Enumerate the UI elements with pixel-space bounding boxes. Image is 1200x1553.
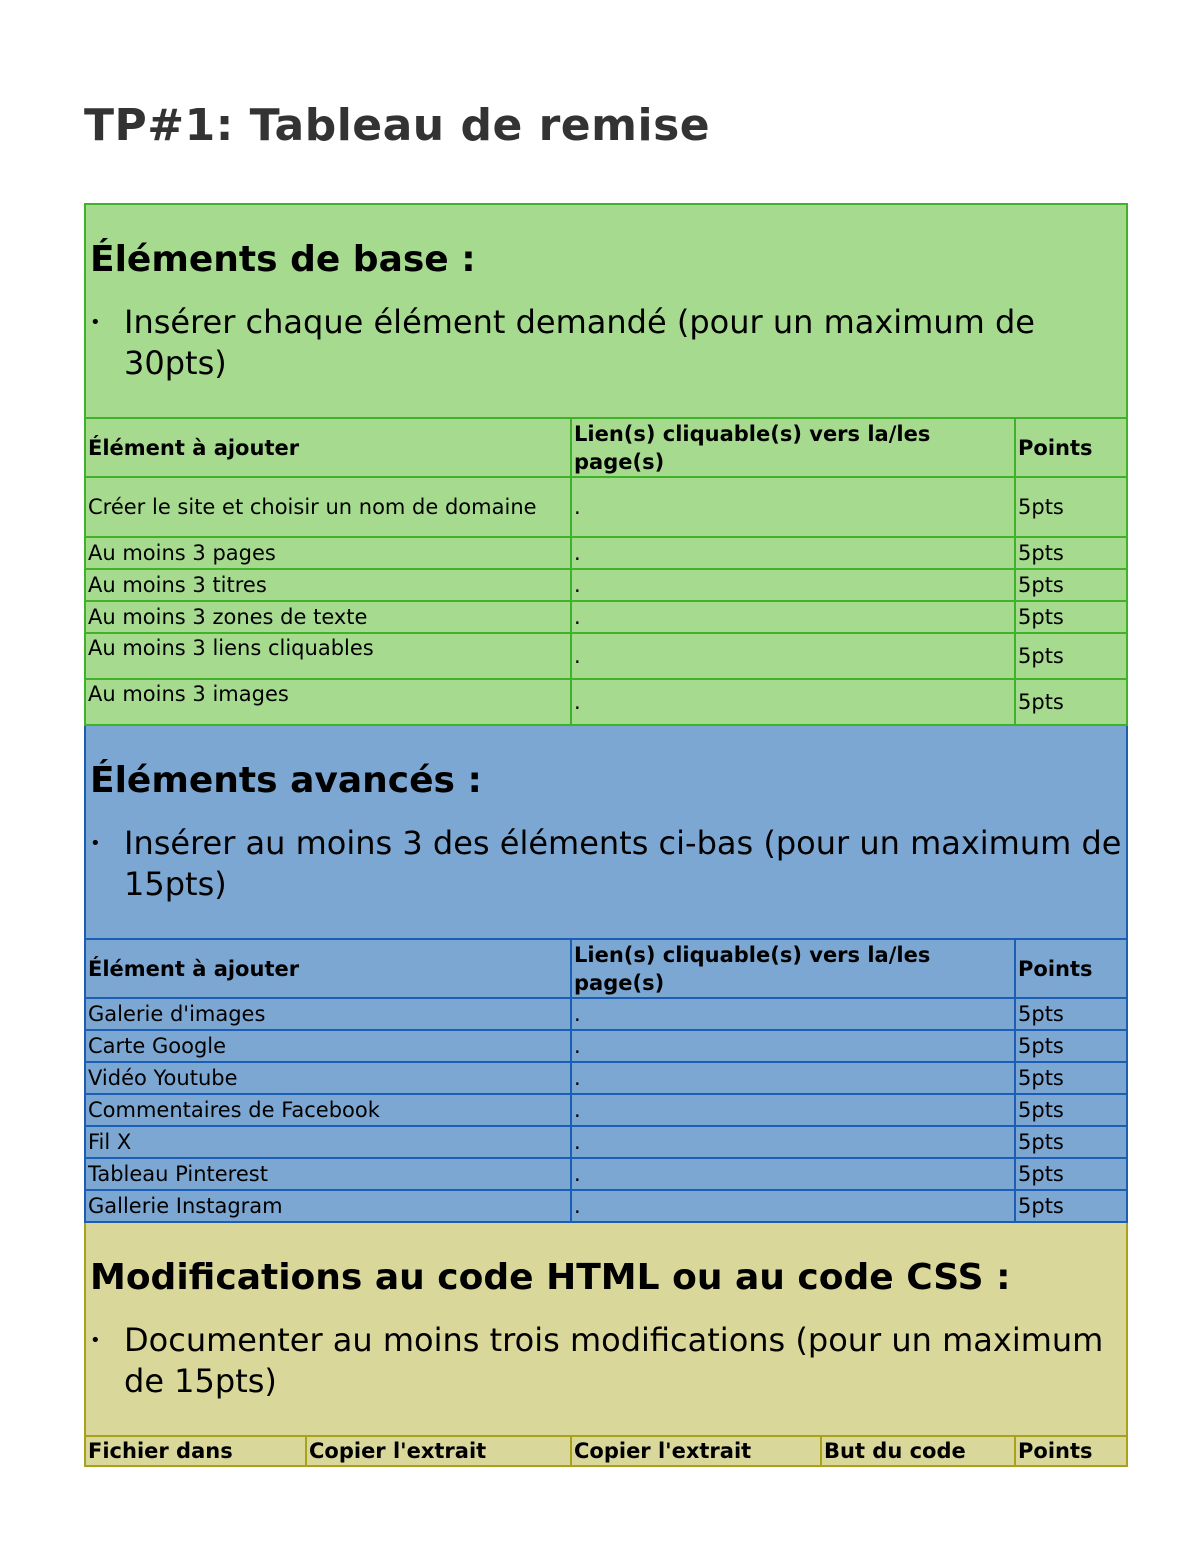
cell-points: 5pts [1015, 1158, 1127, 1190]
table-row [85, 1190, 1127, 1222]
cell-points: 5pts [1015, 537, 1127, 569]
page-title: TP#1: Tableau de remise [84, 100, 711, 151]
cell-link: . [571, 1062, 1015, 1094]
cell-element: Vidéo Youtube [85, 1062, 571, 1094]
cell-link: . [571, 633, 1015, 679]
column-header-link: Lien(s) cliquable(s) vers la/les page(s) [571, 939, 1015, 998]
cell-element: Au moins 3 pages [85, 537, 571, 569]
cell-element: Carte Google [85, 1030, 571, 1062]
cell-points: 5pts [1015, 1190, 1127, 1222]
cell-points: 5pts [1015, 569, 1127, 601]
table-row [85, 1126, 1127, 1158]
section-bullet: • Documenter au moins trois modifications (pour un maximum de 15pts) [90, 1320, 1124, 1402]
cell-points: 5pts [1015, 679, 1127, 725]
section-modifications-header [85, 1222, 1127, 1436]
cell-link: . [571, 1190, 1015, 1222]
cell-element: Gallerie Instagram [85, 1190, 571, 1222]
cell-element: Fil X [85, 1126, 571, 1158]
column-header-row [85, 939, 1127, 998]
cell-element: Au moins 3 zones de texte [85, 601, 571, 633]
column-header-row [85, 418, 1127, 477]
column-header-points: Points [1015, 1436, 1127, 1466]
column-header-element: Élément à ajouter [85, 939, 571, 998]
table-row [85, 1094, 1127, 1126]
section-bullets [90, 1320, 1124, 1402]
table-row [85, 601, 1127, 633]
cell-element: Au moins 3 liens cliquables [85, 633, 571, 679]
section-bullets [90, 823, 1124, 905]
cell-element: Tableau Pinterest [85, 1158, 571, 1190]
section-advanced-header-row [85, 725, 1127, 939]
cell-points: 5pts [1015, 1062, 1127, 1094]
cell-element: Commentaires de Facebook [85, 1094, 571, 1126]
cell-link: . [571, 1094, 1015, 1126]
section-heading: Modifications au code HTML ou au code CSS : [90, 1257, 1011, 1298]
cell-link: . [571, 537, 1015, 569]
cell-link: . [571, 601, 1015, 633]
cell-link: . [571, 1030, 1015, 1062]
column-header-file: Fichier dans [85, 1436, 306, 1466]
cell-link: . [571, 679, 1015, 725]
cell-points: 5pts [1015, 1126, 1127, 1158]
cell-points: 5pts [1015, 998, 1127, 1030]
section-bullet: • Insérer au moins 3 des éléments ci-bas (pour un maximum de 15pts) [90, 823, 1124, 905]
cell-link: . [571, 569, 1015, 601]
section-basic-header-row [85, 204, 1127, 418]
section-modifications-header-row [85, 1222, 1127, 1436]
cell-link: . [571, 998, 1015, 1030]
cell-points: 5pts [1015, 633, 1127, 679]
cell-link: . [571, 477, 1015, 537]
cell-element: Au moins 3 images [85, 679, 571, 725]
cell-points: 5pts [1015, 1030, 1127, 1062]
column-header-points: Points [1015, 418, 1127, 477]
cell-element: Au moins 3 titres [85, 569, 571, 601]
column-header-link: Lien(s) cliquable(s) vers la/les page(s) [571, 418, 1015, 477]
section-heading: Éléments de base : [90, 239, 476, 280]
cell-points: 5pts [1015, 477, 1127, 537]
table-row [85, 633, 1127, 679]
table-row [85, 1062, 1127, 1094]
cell-points: 5pts [1015, 601, 1127, 633]
table-row [85, 998, 1127, 1030]
column-header-extract-1: Copier l'extrait [306, 1436, 571, 1466]
cell-link: . [571, 1158, 1015, 1190]
submission-table [84, 203, 1128, 1467]
cell-points: 5pts [1015, 1094, 1127, 1126]
section-heading: Éléments avancés : [90, 760, 482, 801]
table-row [85, 1030, 1127, 1062]
cell-element: Créer le site et choisir un nom de domaine [85, 477, 571, 537]
table-row [85, 1158, 1127, 1190]
column-header-points: Points [1015, 939, 1127, 998]
column-header-element: Élément à ajouter [85, 418, 571, 477]
table-row [85, 679, 1127, 725]
column-header-purpose: But du code [821, 1436, 1015, 1466]
table-row [85, 569, 1127, 601]
section-bullets [90, 302, 1124, 384]
section-bullet: • Insérer chaque élément demandé (pour un maximum de 30pts) [90, 302, 1124, 384]
section-basic-header [85, 204, 1127, 418]
section-advanced-header [85, 725, 1127, 939]
column-header-row [85, 1436, 1127, 1466]
column-header-extract-2: Copier l'extrait [571, 1436, 821, 1466]
table-row [85, 477, 1127, 537]
cell-link: . [571, 1126, 1015, 1158]
table-row [85, 537, 1127, 569]
cell-element: Galerie d'images [85, 998, 571, 1030]
